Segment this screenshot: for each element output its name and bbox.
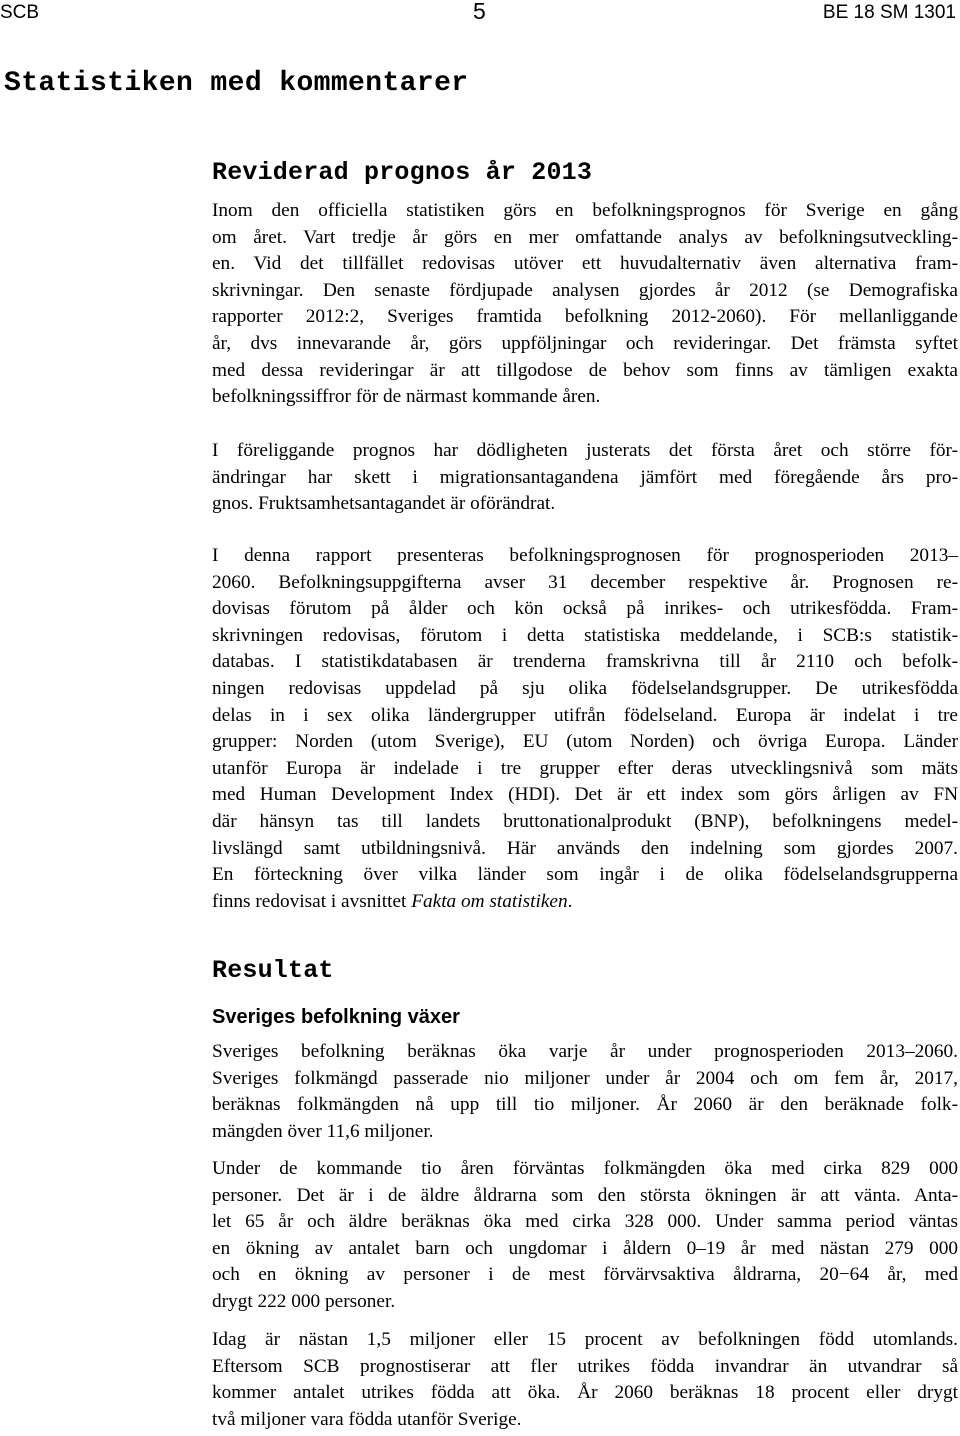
- header-organization: SCB: [0, 2, 40, 23]
- text-line: databas. I statistikdatabasen är trenderna framskrivna till år 2110 och befolk-: [212, 651, 958, 673]
- text-line: Inom den officiella statistiken görs en befolkningsprognos för Sverige en gång: [212, 200, 958, 221]
- text-line: beräknas folkmängden nå upp till tio miljoner. År 2060 är den beräknade folk-: [212, 1094, 958, 1116]
- text-line: Idag är nästan 1,5 miljoner eller 15 procent av befolkningen född utomlands.: [212, 1329, 958, 1350]
- text-line: Sveriges folkmängd passerade nio miljoner under år 2004 och om fem år, 2017,: [212, 1067, 958, 1089]
- subsection-heading: Sveriges befolkning växer: [212, 1006, 460, 1028]
- text-fragment: finns redovisat i avsnittet: [212, 890, 412, 912]
- paragraph: [212, 198, 958, 411]
- text-line: år, dvs innevarande år, görs uppföljningar och revideringar. Det främsta syftet: [212, 332, 958, 354]
- text-line: rapporter 2012:2, Sveriges framtida befolkning 2012-2060). För mellanliggande: [212, 306, 958, 328]
- text-line: [212, 889, 958, 916]
- paragraph: [212, 1327, 958, 1433]
- text-line: drygt 222 000 personer.: [212, 1290, 396, 1312]
- paragraph: [212, 438, 958, 518]
- text-line: kommer antalet utrikes födda att öka. År 2060 beräknas 18 procent eller drygt: [212, 1382, 958, 1404]
- text-line: utanför Europa är indelade i tre grupper efter deras utvecklingsnivå som mäts: [212, 757, 958, 779]
- text-line: Sveriges befolkning beräknas öka varje år under prognosperioden 2013–2060.: [212, 1041, 958, 1062]
- page-number: 5: [473, 0, 486, 24]
- text-line: där hänsyn tas till landets bruttonationalprodukt (BNP), befolkningens medel-: [212, 810, 958, 832]
- header-document-code: BE 18 SM 1301: [822, 2, 956, 23]
- italic-reference: Fakta om statistiken: [411, 890, 568, 912]
- page-title: Statistiken med kommentarer: [4, 68, 469, 99]
- text-line: befolkningssiffror för de närmast kommande åren.: [212, 386, 601, 408]
- text-line: två miljoner vara födda utanför Sverige.: [212, 1408, 522, 1430]
- paragraph: [212, 1039, 958, 1145]
- text-line: en. Vid det tillfället redovisas utöver ett huvudalternativ även alternativa fram-: [212, 253, 958, 275]
- text-line: delas in i sex olika ländergrupper utifrån födelseland. Europa är indelat i tre: [212, 704, 958, 726]
- text-line: ningen redovisas uppdelad på sju olika födelselandsgrupper. De utrikesfödda: [212, 677, 958, 699]
- section-heading: Reviderad prognos år 2013: [212, 158, 593, 187]
- text-line: 2060. Befolkningsuppgifterna avser 31 december respektive år. Prognosen re-: [212, 571, 958, 593]
- text-line: med dessa revideringar är att tillgodose de behov som finns av tämligen exakta: [212, 359, 958, 381]
- text-line: skrivningen redovisas, förutom i detta statistiska meddelande, i SCB:s statistik-: [212, 624, 958, 646]
- text-line: I denna rapport presenteras befolkningsprognosen för prognosperioden 2013–: [212, 545, 958, 566]
- text-line: let 65 år och äldre beräknas öka med cirka 328 000. Under samma period väntas: [212, 1211, 958, 1233]
- text-line: En förteckning över vilka länder som ingår i de olika födelselandsgrupperna: [212, 864, 958, 886]
- text-line: dovisas förutom på ålder och kön också på inrikes- och utrikesfödda. Fram-: [212, 598, 958, 620]
- text-line: livslängd samt utbildningsnivå. Här används den indelning som gjordes 2007.: [212, 837, 958, 859]
- text-line: gnos. Fruktsamhetsantagandet är oförändrat.: [212, 493, 556, 515]
- text-line: I föreliggande prognos har dödligheten justerats det första året och större för-: [212, 440, 958, 461]
- paragraph: [212, 543, 958, 915]
- section-heading: Resultat: [212, 956, 334, 985]
- text-line: om året. Vart tredje år görs en mer omfattande analys av befolkningsutveckling-: [212, 226, 958, 248]
- text-line: med Human Development Index (HDI). Det är ett index som görs årligen av FN: [212, 784, 958, 806]
- text-line: en ökning av antalet barn och ungdomar i åldern 0–19 år med nästan 279 000: [212, 1237, 958, 1259]
- text-line: och en ökning av personer i de mest förvärvsaktiva åldrarna, 20−64 år, med: [212, 1264, 958, 1286]
- text-fragment: .: [567, 890, 573, 912]
- text-line: personer. Det är i de äldre åldrarna som den största ökningen är att vänta. Anta-: [212, 1184, 958, 1206]
- text-line: ändringar har skett i migrationsantagandena jämfört med föregående års pro-: [212, 466, 958, 488]
- text-line: Under de kommande tio åren förväntas folkmängden öka med cirka 829 000: [212, 1158, 958, 1179]
- text-line: mängden över 11,6 miljoner.: [212, 1120, 434, 1142]
- text-line: Eftersom SCB prognostiserar att fler utrikes födda invandrar än utvandrar så: [212, 1355, 958, 1377]
- paragraph: [212, 1156, 958, 1316]
- text-line: skrivningar. Den senaste fördjupade analysen gjordes år 2012 (se Demografiska: [212, 279, 958, 301]
- text-line: grupper: Norden (utom Sverige), EU (utom Norden) och övriga Europa. Länder: [212, 731, 958, 753]
